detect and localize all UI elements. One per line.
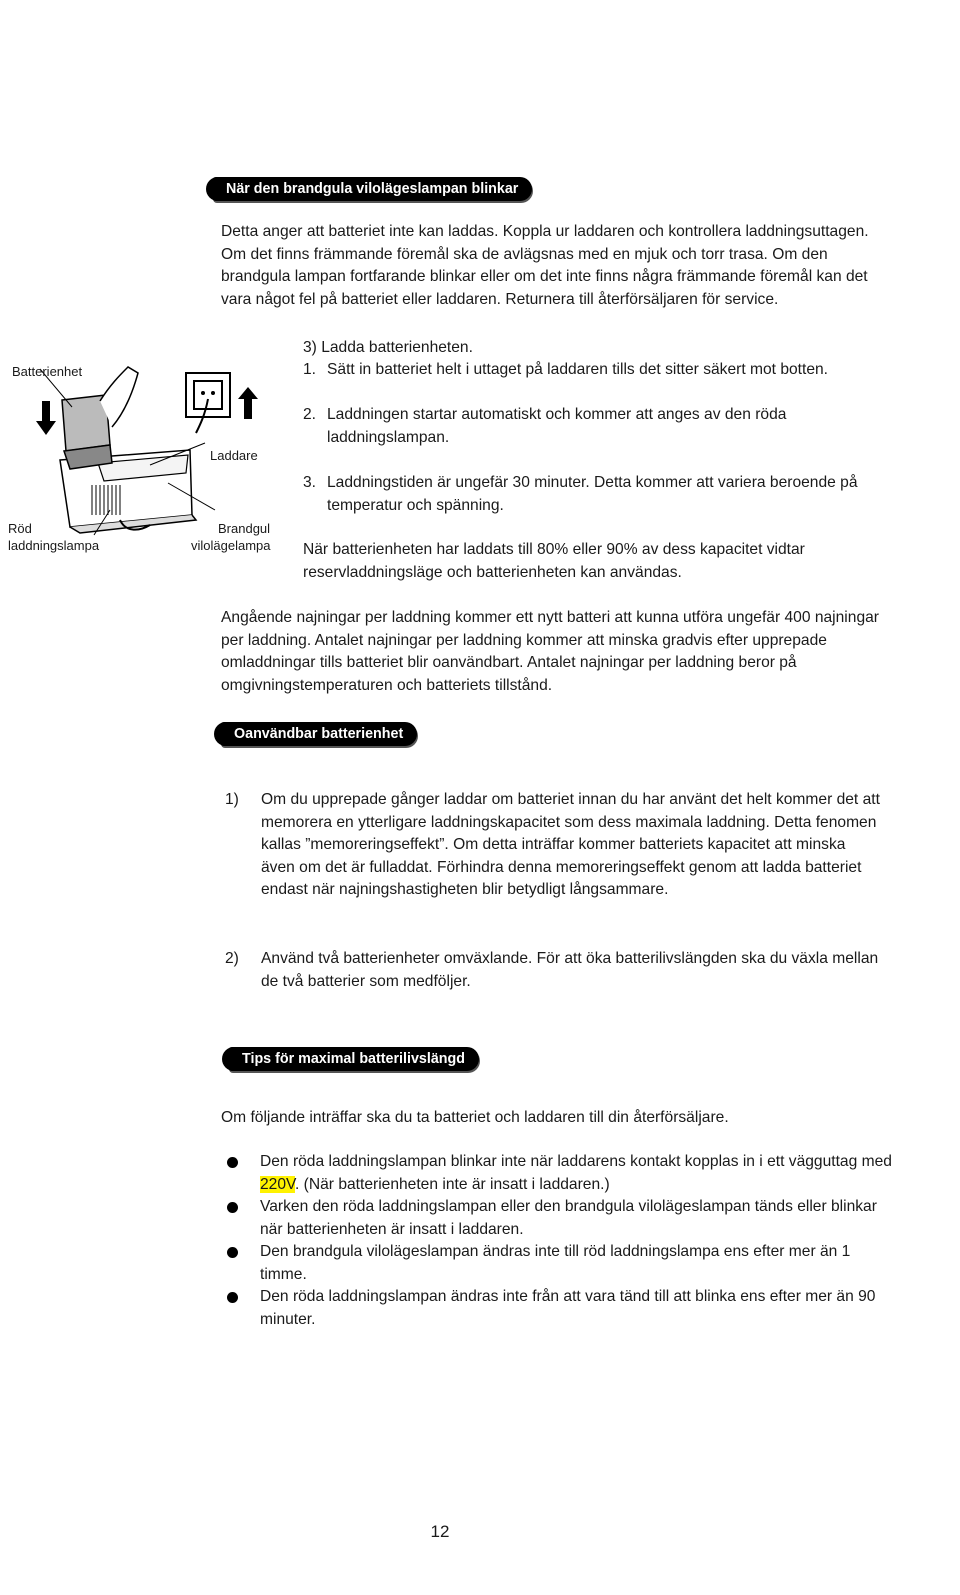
section-heading-unusable-battery: Oanvändbar batterienhet bbox=[220, 722, 417, 746]
wall-socket-icon bbox=[186, 373, 230, 417]
charging-step-2 bbox=[303, 404, 903, 450]
label-orange-lamp-line2: vilolägelampa bbox=[191, 538, 271, 553]
arrow-down-icon bbox=[36, 401, 56, 435]
bullet-text: Den röda laddningslampan ändras inte från att vara tänd till att blinka ens efter mer än 90 minuter. bbox=[260, 1288, 876, 1328]
charger-figure bbox=[0, 355, 290, 570]
step-number: 2. bbox=[303, 406, 317, 423]
bullet-text: Den brandgula vilolägeslampan ändras inte till röd laddningslampa ens efter mer än 1 timme. bbox=[260, 1243, 851, 1283]
step-number: 3. bbox=[303, 474, 317, 491]
list-marker: 2) bbox=[225, 950, 239, 967]
tips-intro: Om följande inträffar ska du ta batteriet och laddaren till din återförsäljare. bbox=[221, 1109, 729, 1126]
charging-step-3 bbox=[303, 472, 903, 518]
bullet-icon bbox=[227, 1247, 238, 1258]
list-text: Om du upprepade gånger laddar om batteriet innan du har använt det helt kommer det att memorera en ytterligare laddningskapacitet som dess maximala laddning. Detta fenomen kallas ”memoreringseffekt”. Om detta inträffar kommer batteriets kapacitet att minska även om det är fulladdat. Förhindra denna memoreringseffekt genom att ladda batteriet endast när najningshastigheten blir betydligt långsammare. bbox=[261, 791, 880, 898]
section-heading-orange-lamp-blinking: När den brandgula vilolägeslampan blinkar bbox=[212, 177, 532, 201]
charging-title: 3) Ladda batterienheten. bbox=[303, 339, 473, 356]
bullet-icon bbox=[227, 1292, 238, 1303]
step-text: Sätt in batteriet helt i uttaget på laddaren tills det sitter säkert mot botten. bbox=[327, 361, 829, 378]
bullet-icon bbox=[227, 1157, 238, 1168]
label-charger: Laddare bbox=[210, 448, 258, 463]
highlighted-voltage: 220V bbox=[260, 1175, 295, 1193]
step-text: Laddningen startar automatiskt och kommer att anges av den röda laddningslampan. bbox=[327, 406, 787, 446]
arrow-up-icon bbox=[238, 387, 258, 419]
unusable-item-2 bbox=[225, 948, 885, 994]
list-marker: 1) bbox=[225, 791, 239, 808]
tips-bullet-2 bbox=[227, 1196, 907, 1242]
bullet-icon bbox=[227, 1202, 238, 1213]
charging-note: När batterienheten har laddats till 80% eller 90% av dess kapacitet vidtar reservladdningsläge och batterienheten kan användas. bbox=[303, 541, 805, 581]
screws-per-charge-paragraph: Angående najningar per laddning kommer ett nytt batteri att kunna utföra ungefär 400 najningar per laddning. Antalet najningar per laddning kommer att minska gradvis efter upprepade omladdningar tills batteriet blir oanvändbart. Antalet najningar per laddning beror på omgivningstemperaturen och batteriets tillstånd. bbox=[221, 609, 879, 694]
step-number: 1. bbox=[303, 361, 317, 378]
bullet-text: Varken den röda laddningslampan eller den brandgula vilolägeslampan tänds eller blinkar när batterienheten är insatt i laddaren. bbox=[260, 1198, 877, 1238]
section-heading-battery-tips: Tips för maximal batterilivslängd bbox=[228, 1047, 479, 1071]
label-red-lamp-line2: laddningslampa bbox=[8, 538, 100, 553]
tips-bullet-1 bbox=[227, 1151, 907, 1197]
unusable-item-1 bbox=[225, 789, 885, 929]
label-red-lamp-line1: Röd bbox=[8, 521, 32, 536]
label-orange-lamp-line1: Brandgul bbox=[218, 521, 271, 536]
list-text: Använd två batterienheter omväxlande. För att öka batterilivslängden ska du växla mellan de två batterier som medföljer. bbox=[261, 950, 879, 990]
tips-bullet-4 bbox=[227, 1286, 907, 1332]
tips-bullet-3 bbox=[227, 1241, 907, 1287]
charging-step-1 bbox=[303, 359, 903, 382]
bullet-text: Den röda laddningslampan blinkar inte när laddarens kontakt kopplas in i ett vägguttag med 220V. (När batterienheten inte är insatt i laddaren.) bbox=[260, 1153, 892, 1193]
label-battery: Batterienhet bbox=[12, 364, 83, 379]
page-number: 12 bbox=[430, 1522, 450, 1541]
orange-lamp-paragraph: Detta anger att batteriet inte kan laddas. Koppla ur laddaren och kontrollera laddningsuttagen. Om det finns främmande föremål ska de avlägsnas med en mjuk och torr trasa. Om den brandgula lampan fortfarande blinkar eller om det inte finns några främmande föremål kan det vara något fel på batteriet eller laddaren. Returnera till återförsäljaren för service. bbox=[221, 223, 869, 308]
step-text: Laddningstiden är ungefär 30 minuter. Detta kommer att variera beroende på temperatur och spänning. bbox=[327, 474, 858, 514]
